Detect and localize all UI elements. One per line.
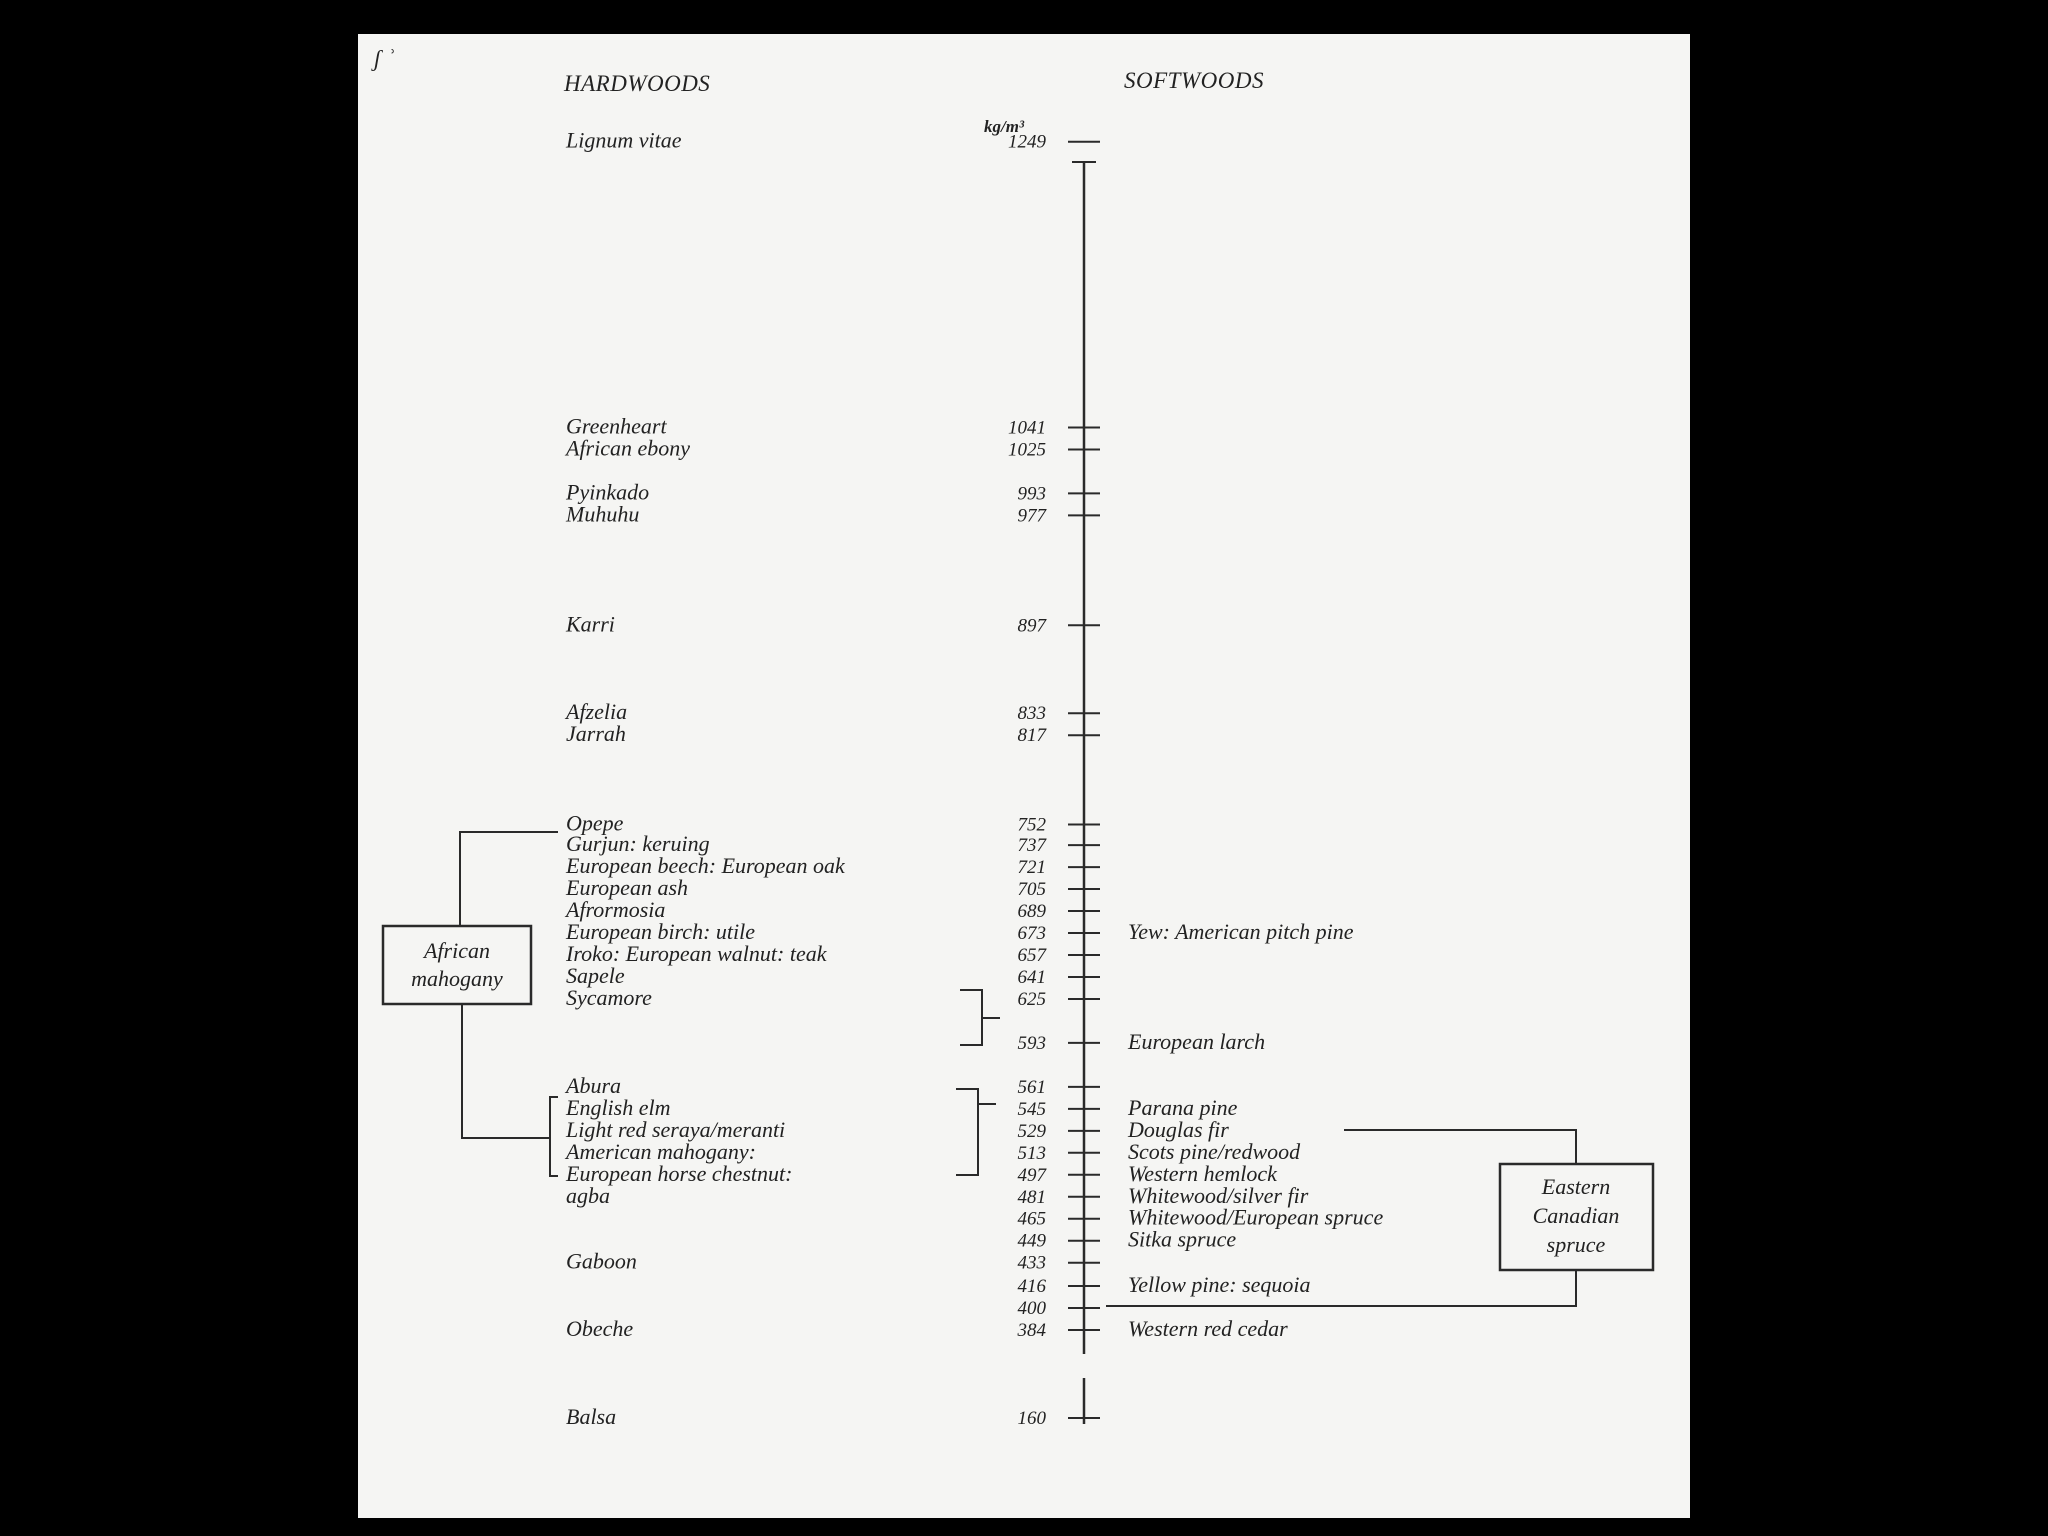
softwood-label-27: Yellow pine: sequoia bbox=[1128, 1272, 1311, 1298]
density-value-657: 657 bbox=[1017, 944, 1046, 966]
hardwood-label-1: Greenheart bbox=[566, 413, 667, 439]
softwood-label-21: Scots pine/redwood bbox=[1128, 1138, 1301, 1164]
softwood-label-19: Parana pine bbox=[1128, 1094, 1238, 1120]
softwoods-header: SOFTWOODS bbox=[1124, 68, 1264, 93]
hardwood-label-10: European beech: European oak bbox=[566, 853, 845, 879]
hardwood-label-5: Karri bbox=[566, 611, 615, 637]
softwood-label-22: Western hemlock bbox=[1128, 1160, 1277, 1186]
hardwood-label-29: Obeche bbox=[566, 1316, 634, 1341]
hardwood-label-22: European horse chestnut: bbox=[566, 1160, 793, 1186]
hardwood-label-16: Sycamore bbox=[566, 984, 652, 1010]
unit-label: kg/m³ bbox=[984, 117, 1025, 136]
hardwood-label-13: European birch: utile bbox=[566, 919, 755, 945]
hardwood-label-6: Afzelia bbox=[566, 699, 628, 725]
corner-mark: ʃ ʾ bbox=[374, 46, 396, 71]
hardwood-label-21: American mahogany: bbox=[566, 1138, 757, 1164]
density-rows bbox=[564, 128, 1383, 1429]
hardwood-label-19: English elm bbox=[566, 1094, 671, 1120]
softwood-label-17: European larch bbox=[1128, 1028, 1266, 1054]
density-value-433: 433 bbox=[1017, 1252, 1046, 1274]
density-value-384: 384 bbox=[1017, 1320, 1046, 1341]
density-value-689: 689 bbox=[1017, 901, 1046, 923]
density-value-449: 449 bbox=[1017, 1230, 1046, 1252]
hardwood-label-9: Gurjun: keruing bbox=[566, 831, 710, 857]
hardwood-label-0: Lignum vitae bbox=[566, 127, 682, 153]
density-value-1249: 1249 bbox=[1008, 131, 1046, 153]
hardwood-label-12: Afrormosia bbox=[566, 897, 666, 923]
density-value-721: 721 bbox=[1017, 857, 1046, 879]
density-value-513: 513 bbox=[1017, 1142, 1046, 1164]
hardwood-label-4: Muhuhu bbox=[566, 501, 640, 527]
density-value-833: 833 bbox=[1017, 703, 1046, 725]
hardwood-label-11: European ash bbox=[566, 875, 689, 901]
density-value-561: 561 bbox=[1017, 1076, 1046, 1098]
density-value-1025: 1025 bbox=[1008, 439, 1046, 461]
african-mahogany-connector-bottom bbox=[462, 1004, 550, 1138]
softwood-label-24: Whitewood/European spruce bbox=[1128, 1204, 1384, 1230]
density-value-673: 673 bbox=[1017, 923, 1046, 945]
density-value-752: 752 bbox=[1017, 814, 1046, 836]
hardwood-label-18: Abura bbox=[566, 1072, 621, 1098]
density-value-465: 465 bbox=[1017, 1208, 1046, 1230]
african-mahogany-line-2: mahogany bbox=[411, 966, 503, 991]
american-mahogany-bracket bbox=[956, 1089, 978, 1175]
hardwood-label-26: Gaboon bbox=[566, 1248, 637, 1274]
hardwood-label-8: Opepe bbox=[566, 810, 624, 836]
density-value-416: 416 bbox=[1017, 1276, 1046, 1298]
density-value-817: 817 bbox=[1017, 725, 1046, 747]
density-value-737: 737 bbox=[1017, 835, 1046, 857]
density-value-529: 529 bbox=[1017, 1120, 1046, 1142]
density-value-993: 993 bbox=[1017, 483, 1046, 505]
hardwood-label-14: Iroko: European walnut: teak bbox=[566, 940, 827, 966]
abura-elm-bracket bbox=[960, 990, 982, 1045]
spruce-box-line-1: Eastern bbox=[1541, 1174, 1611, 1199]
density-value-1041: 1041 bbox=[1008, 417, 1046, 439]
density-value-977: 977 bbox=[1017, 505, 1046, 527]
african-mahogany-line-1: African bbox=[424, 938, 490, 963]
density-value-545: 545 bbox=[1017, 1098, 1046, 1120]
hardwood-label-3: Pyinkado bbox=[566, 479, 650, 505]
african-mahogany-group-bracket bbox=[550, 1097, 558, 1176]
hardwood-label-20: Light red seraya/meranti bbox=[566, 1116, 786, 1142]
density-value-625: 625 bbox=[1017, 988, 1046, 1010]
density-value-160: 160 bbox=[1017, 1408, 1046, 1429]
spruce-box-line-2: Canadian bbox=[1532, 1203, 1620, 1228]
density-value-497: 497 bbox=[1017, 1164, 1046, 1186]
hardwood-label-30: Balsa bbox=[566, 1404, 617, 1429]
spruce-box-line-3: spruce bbox=[1546, 1232, 1606, 1257]
density-value-593: 593 bbox=[1017, 1032, 1046, 1054]
hardwood-label-23: agba bbox=[566, 1182, 610, 1208]
softwood-label-20: Douglas fir bbox=[1128, 1116, 1229, 1142]
density-value-400: 400 bbox=[1017, 1298, 1046, 1320]
density-value-897: 897 bbox=[1017, 615, 1046, 637]
hardwoods-header: HARDWOODS bbox=[564, 71, 711, 96]
softwood-label-23: Whitewood/silver fir bbox=[1128, 1182, 1309, 1208]
african-mahogany-connector-top bbox=[460, 832, 558, 926]
hardwood-label-15: Sapele bbox=[566, 962, 625, 988]
hardwood-label-7: Jarrah bbox=[566, 721, 626, 747]
density-value-481: 481 bbox=[1017, 1186, 1046, 1208]
softwood-label-29: Western red cedar bbox=[1128, 1316, 1288, 1341]
spruce-connector-top bbox=[1344, 1130, 1576, 1164]
hardwood-label-2: African ebony bbox=[566, 435, 691, 461]
density-value-641: 641 bbox=[1017, 966, 1046, 988]
softwood-label-25: Sitka spruce bbox=[1128, 1226, 1237, 1252]
density-value-705: 705 bbox=[1017, 879, 1046, 901]
softwood-label-13: Yew: American pitch pine bbox=[1128, 919, 1354, 945]
